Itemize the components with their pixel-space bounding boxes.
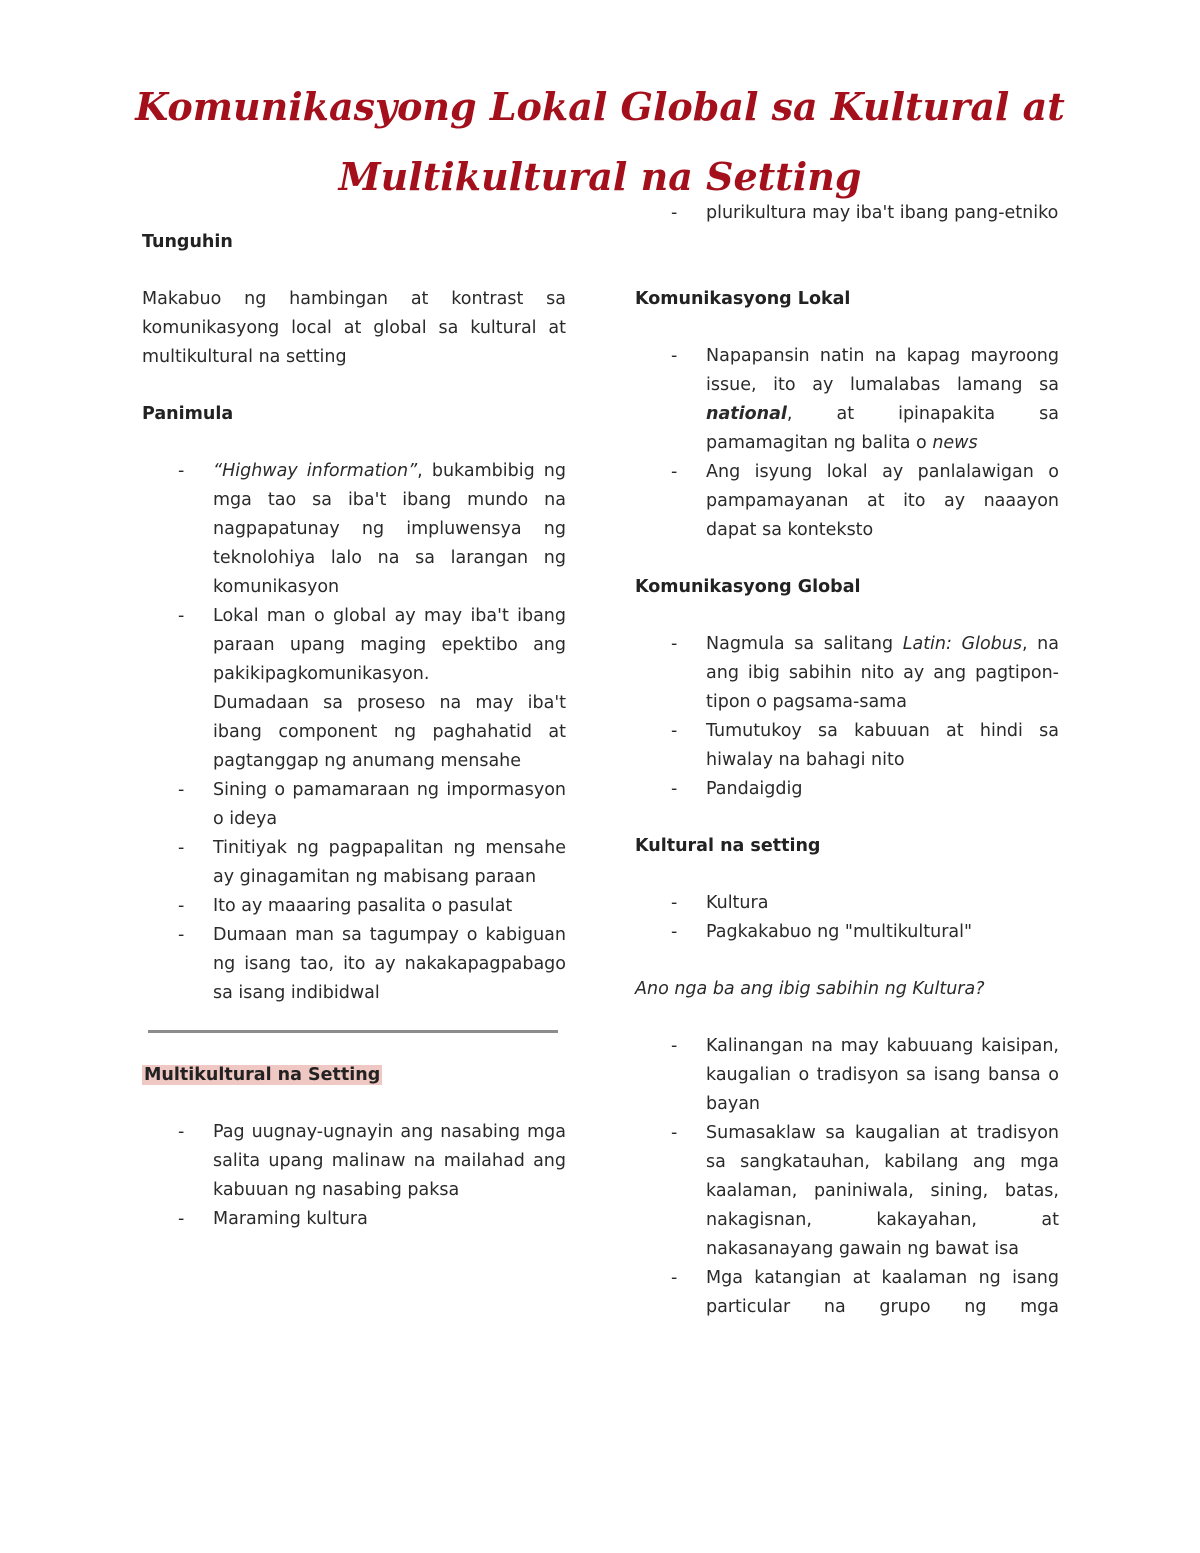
- list-item: - Napapansin natin na kapag mayroong issue, ito ay lumalabas lamang sa national, at ipinapakita sa pamamagitan ng balita o news: [635, 342, 1059, 458]
- tunguhin-heading: Tunguhin: [142, 232, 233, 252]
- list-item: - plurikultura may iba't ibang pang-etniko: [635, 199, 1059, 228]
- left-column: [142, 228, 566, 1234]
- list-item: - “Highway information”, bukambibig ng mga tao sa iba't ibang mundo na nagpapatunay ng impluwensya ng teknolohiya lalo na sa larangan ng komunikasyon: [142, 457, 566, 602]
- list-item: - Tinitiyak ng pagpapalitan ng mensahe ay ginagamitan ng mabisang paraan: [142, 834, 566, 892]
- panimula-heading: Panimula: [142, 404, 234, 424]
- list-item: - Kultura: [635, 889, 1059, 918]
- list-item: - Ito ay maaaring pasalita o pasulat: [142, 892, 566, 921]
- horizontal-divider: [148, 1030, 558, 1033]
- list-item: - Maraming kultura: [142, 1205, 566, 1234]
- page-title: [100, 72, 1100, 212]
- global-heading: Komunikasyong Global: [635, 577, 861, 597]
- right-column: [635, 199, 1059, 1322]
- kultural-list: [635, 889, 1059, 947]
- multikultural-list: [142, 1118, 566, 1234]
- list-item: - Sining o pamamaraan ng impormasyon o ideya: [142, 776, 566, 834]
- list-item: - Sumasaklaw sa kaugalian at tradisyon sa sangkatauhan, kabilang ang mga kaalaman, paniniwala, sining, batas, nakagisnan, kakayahan, at nakasanayang gawain ng bawat isa: [635, 1119, 1059, 1264]
- list-item: - Ang isyung lokal ay panlalawigan o pampamayanan at ito ay naaayon dapat sa konteksto: [635, 458, 1059, 545]
- kultural-heading: Kultural na setting: [635, 836, 821, 856]
- global-list: [635, 630, 1059, 804]
- list-item: - Lokal man o global ay may iba't ibang paraan upang maging epektibo ang pakikipagkomunikasyon.: [142, 602, 566, 689]
- list-item-continuation: Dumadaan sa proseso na may iba't ibang component ng paghahatid at pagtanggap ng anumang mensahe: [213, 693, 566, 771]
- multikultural-heading: Multikultural na Setting: [144, 1065, 381, 1085]
- lokal-heading: Komunikasyong Lokal: [635, 289, 851, 309]
- highway-quote: “Highway information”: [213, 461, 418, 481]
- list-item: - Dumaan man sa tagumpay o kabiguan ng isang tao, ito ay nakakapagpabago sa isang indibidwal: [142, 921, 566, 1008]
- list-item: - Mga katangian at kaalaman ng isang particular na grupo ng mga: [635, 1264, 1059, 1322]
- lokal-list: [635, 342, 1059, 545]
- list-item: - Pagkakabuo ng "multikultural": [635, 918, 1059, 947]
- title-line-2: Multikultural na Setting: [338, 154, 862, 199]
- list-item: - Pandaigdig: [635, 775, 1059, 804]
- panimula-list-2: [142, 776, 566, 1008]
- kultura-list: [635, 1032, 1059, 1322]
- list-item: - Tumutukoy sa kabuuan at hindi sa hiwalay na bahagi nito: [635, 717, 1059, 775]
- title-line-1: Komunikasyong Lokal Global sa Kultural at: [135, 84, 1065, 129]
- panimula-list: [142, 457, 566, 689]
- multikultural-list-continued: [635, 199, 1059, 228]
- tunguhin-text: Makabuo ng hambingan at kontrast sa komunikasyong local at global sa kultural at multikultural na setting: [142, 289, 566, 367]
- kultura-question: Ano nga ba ang ibig sabihin ng Kultura?: [635, 979, 985, 999]
- list-item: - Pag uugnay-ugnayin ang nasabing mga salita upang malinaw na mailahad ang kabuuan ng nasabing paksa: [142, 1118, 566, 1205]
- list-item: - Kalinangan na may kabuuang kaisipan, kaugalian o tradisyon sa isang bansa o bayan: [635, 1032, 1059, 1119]
- list-item: - Nagmula sa salitang Latin: Globus, na ang ibig sabihin nito ay ang pagtipon-tipon o pagsama-sama: [635, 630, 1059, 717]
